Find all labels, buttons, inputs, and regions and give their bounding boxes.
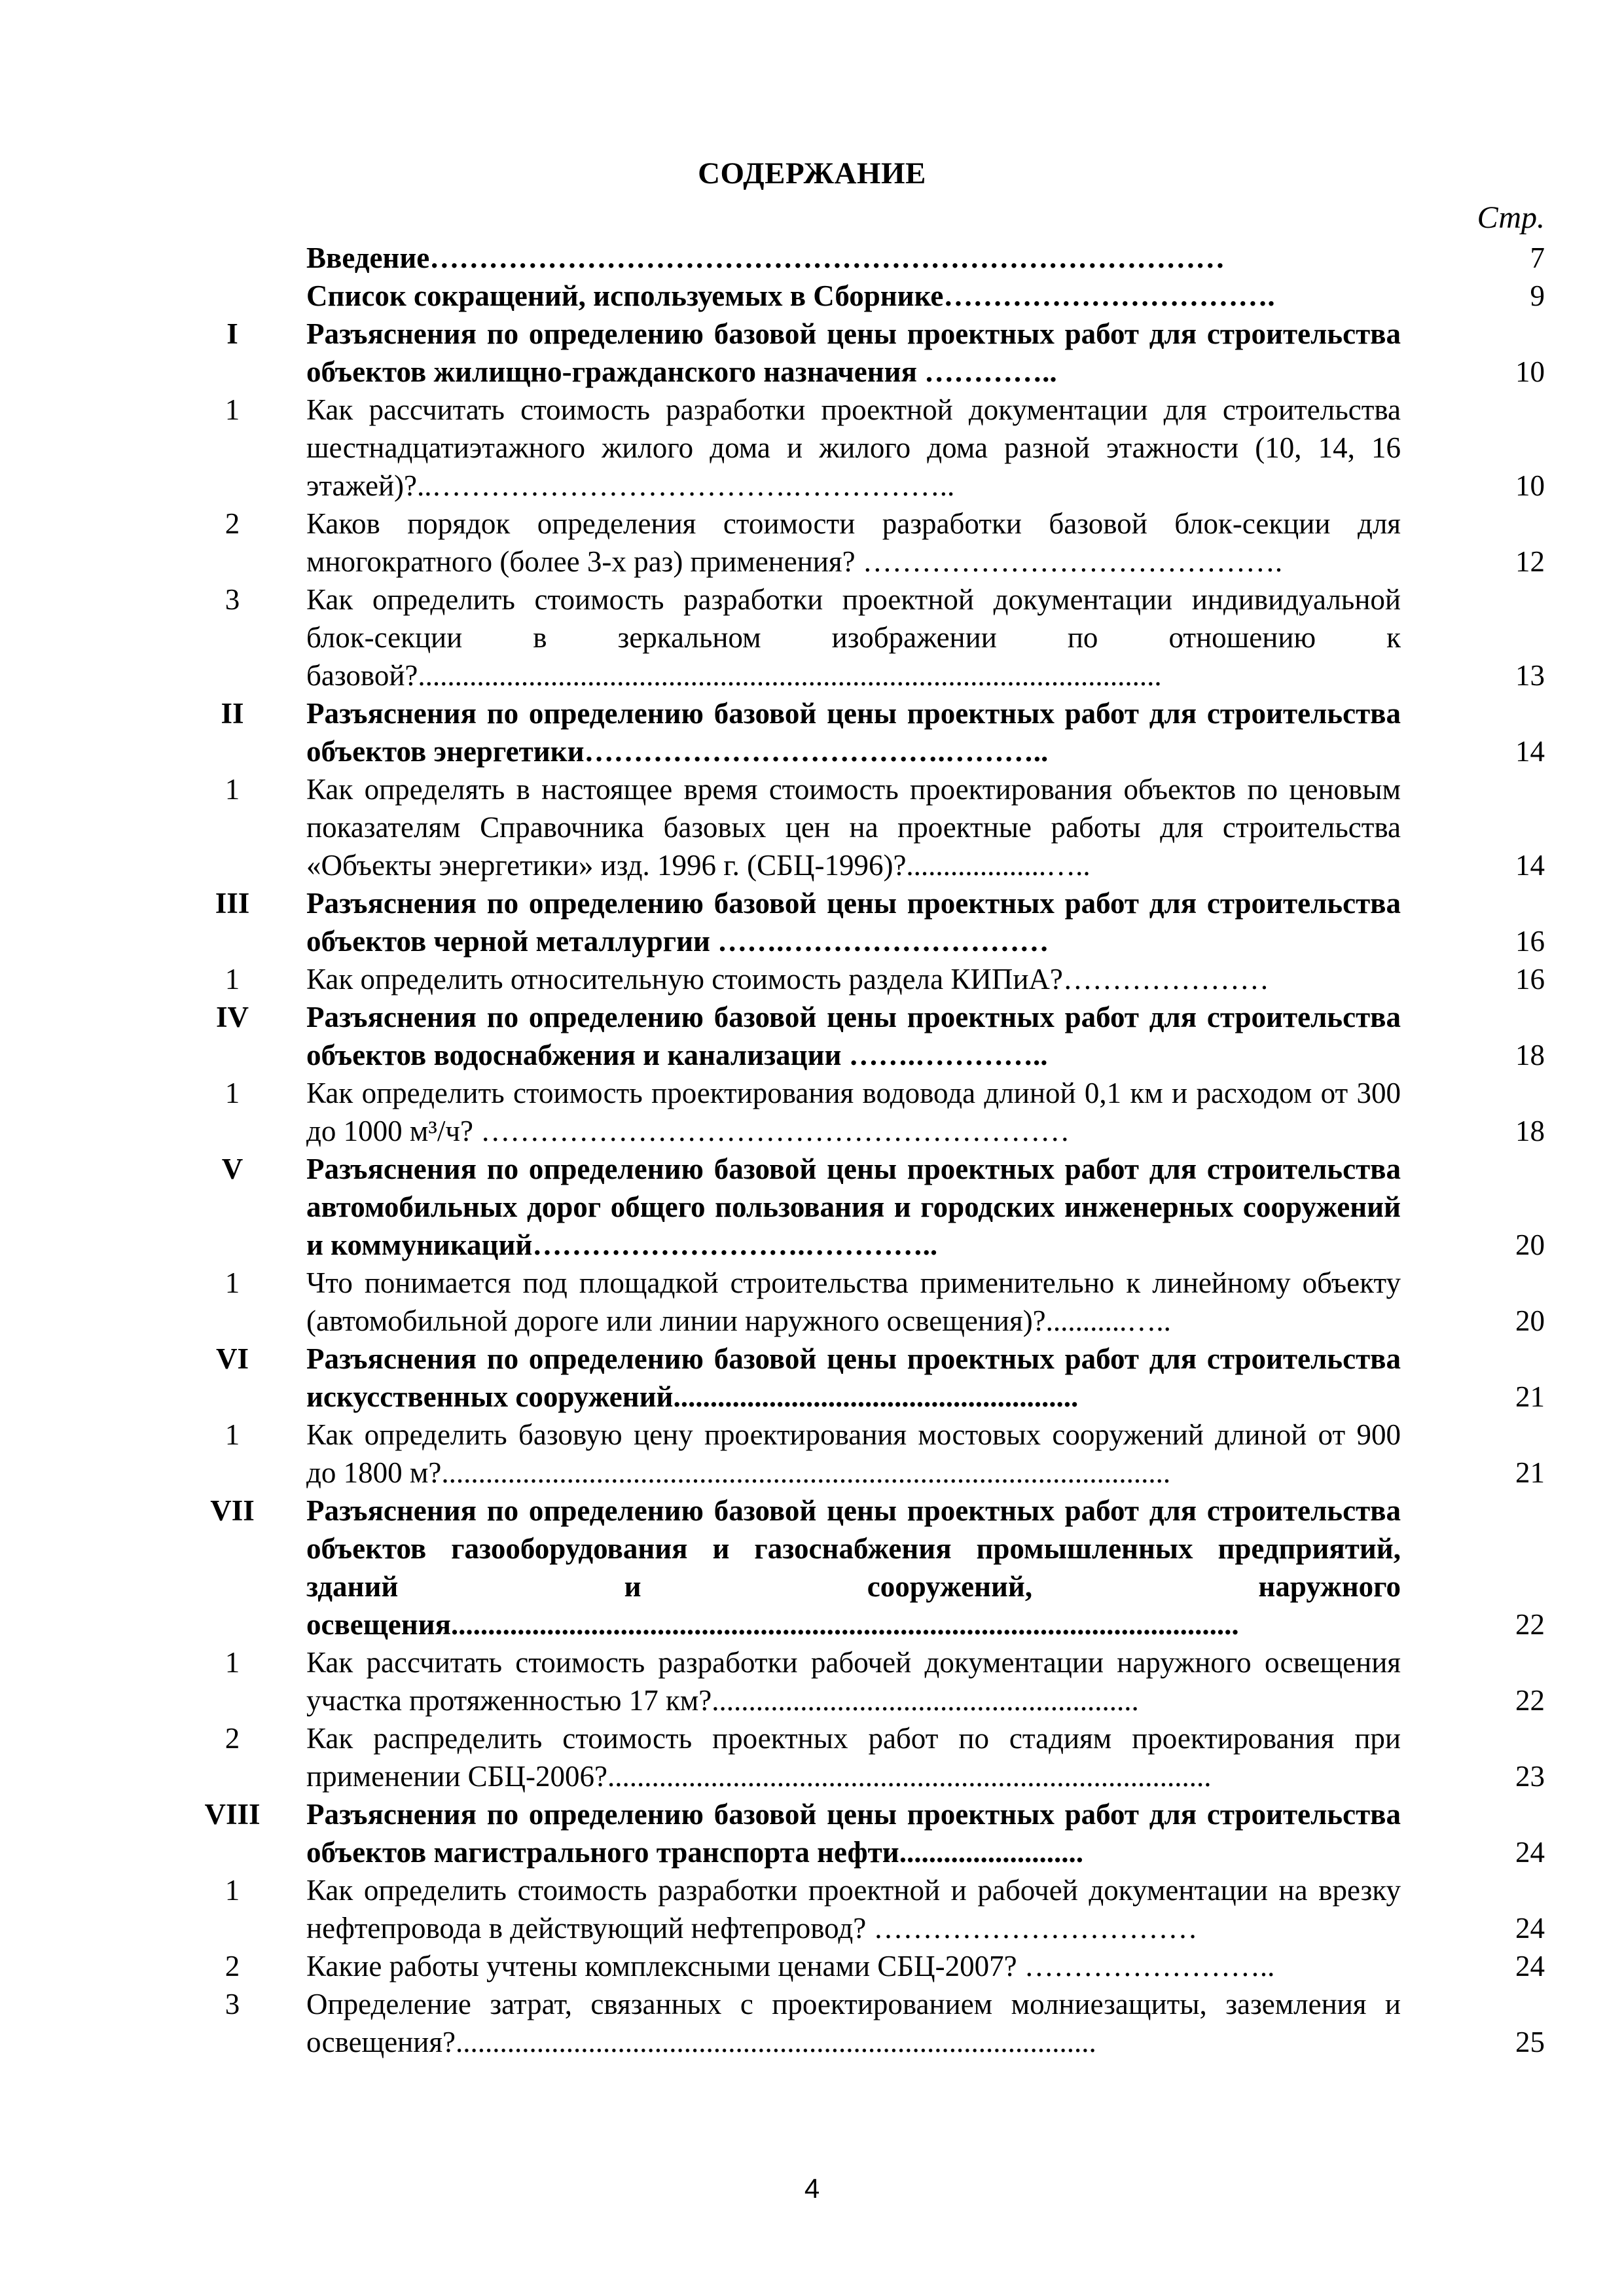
toc-entry-number: III bbox=[215, 887, 250, 920]
toc-entry-text: Как определить стоимость разработки проектной документации индивидуальной блок-секции в зеркальном изображении по отношению к базовой?..................................................................................................... bbox=[306, 583, 1401, 692]
toc-entry-number: 2 bbox=[225, 1722, 240, 1755]
toc-entry-number: 1 bbox=[225, 393, 240, 426]
toc-entry-number: 1 bbox=[225, 963, 240, 996]
toc-section-row[interactable] bbox=[190, 998, 1545, 1074]
toc-entry-number: 1 bbox=[225, 1874, 240, 1907]
toc-section-row[interactable] bbox=[190, 315, 1545, 391]
toc-entry-text: Как определять в настоящее время стоимость проектирования объектов по ценовым показателям Справочника базовых цен на проектные работы для строительства «Объекты энергетики» изд. 1996 г. (СБЦ-1996)?...................….. bbox=[306, 773, 1401, 882]
toc-entry-number: I bbox=[226, 317, 238, 350]
toc-entry-text: Разъяснения по определению базовой цены проектных работ для строительства объектов жилищно-гражданского назначения ………….. bbox=[306, 317, 1401, 388]
toc-item-row[interactable] bbox=[190, 1643, 1545, 1719]
toc-entry-text: Разъяснения по определению базовой цены проектных работ для строительства автомобильных дорог общего пользования и городских инженерных сооружений и коммуникаций……………………….………….. bbox=[306, 1153, 1401, 1261]
toc-entry-text: Как рассчитать стоимость разработки проектной документации для строительства шестнадцатиэтажного жилого дома и жилого дома разной этажности (10, 14, 16 этажей)?..……………………………….…………….. bbox=[306, 393, 1401, 502]
toc-entry-page: 12 bbox=[1515, 545, 1545, 578]
toc-entry-number: VII bbox=[210, 1494, 255, 1527]
toc-item-row[interactable] bbox=[190, 391, 1545, 505]
toc-entry-number: V bbox=[221, 1153, 244, 1185]
toc-entry-page: 21 bbox=[1515, 1456, 1545, 1489]
toc-entry-page: 7 bbox=[1530, 242, 1545, 274]
toc-section-row[interactable] bbox=[190, 1795, 1545, 1871]
toc-entry-text: Каков порядок определения стоимости разработки базовой блок-секции для многократного (более 3-х раз) применения? ……………………………………. bbox=[306, 507, 1401, 578]
toc-entry-page: 10 bbox=[1515, 469, 1545, 502]
toc-item-row[interactable] bbox=[190, 960, 1545, 998]
toc-entry-page: 10 bbox=[1515, 355, 1545, 388]
toc-entry-text: Разъяснения по определению базовой цены проектных работ для строительства объектов энергетики……………………………….……….. bbox=[306, 697, 1401, 768]
toc-item-row[interactable] bbox=[190, 1416, 1545, 1492]
page-column-label: Стр. bbox=[1477, 200, 1545, 235]
toc-entry-number: II bbox=[221, 697, 244, 730]
table-of-contents bbox=[190, 239, 1545, 2061]
toc-entry-number: 1 bbox=[225, 1077, 240, 1109]
toc-entry-number: 2 bbox=[225, 507, 240, 540]
toc-entry-page: 24 bbox=[1515, 1950, 1545, 1982]
toc-entry-text: Что понимается под площадкой строительства применительно к линейному объекту (автомобильной дороге или линии наружного освещения)?...........….. bbox=[306, 1266, 1401, 1337]
toc-entry-page: 21 bbox=[1515, 1380, 1545, 1413]
toc-entry-text: Какие работы учтены комплексными ценами СБЦ-2007? …………………….. bbox=[306, 1950, 1275, 1982]
toc-lead-row[interactable] bbox=[190, 239, 1545, 277]
toc-item-row[interactable] bbox=[190, 581, 1545, 694]
toc-entry-text: Как рассчитать стоимость разработки рабочей документации наружного освещения участка протяженностью 17 км?.......................................................... bbox=[306, 1646, 1401, 1717]
toc-entry-text: Разъяснения по определению базовой цены проектных работ для строительства объектов магистрального транспорта нефти......................... bbox=[306, 1798, 1401, 1869]
toc-entry-text: Как определить стоимость разработки проектной и рабочей документации на врезку нефтепровода в действующий нефтепровод? …………………………… bbox=[306, 1874, 1401, 1945]
toc-entry-number: 3 bbox=[225, 583, 240, 616]
toc-entry-page: 22 bbox=[1515, 1684, 1545, 1717]
toc-entry-number: 1 bbox=[225, 1646, 240, 1679]
toc-entry-number: 1 bbox=[225, 1266, 240, 1299]
toc-item-row[interactable] bbox=[190, 1947, 1545, 1985]
toc-entry-page: 25 bbox=[1515, 2026, 1545, 2058]
toc-entry-text: Как определить относительную стоимость раздела КИПиА?………………… bbox=[306, 963, 1269, 996]
toc-item-row[interactable] bbox=[190, 1871, 1545, 1947]
toc-entry-text: Разъяснения по определению базовой цены проектных работ для строительства объектов газооборудования и газоснабжения промышленных предприятий, зданий и сооружений, наружного освещения........................................................................................................... bbox=[306, 1494, 1401, 1641]
toc-entry-text: Как определить базовую цену проектирования мостовых сооружений длиной от 900 до 1800 м?................................................................................................... bbox=[306, 1418, 1401, 1489]
toc-item-row[interactable] bbox=[190, 1719, 1545, 1795]
footer-page-number: 4 bbox=[804, 2173, 820, 2204]
toc-entry-text: Разъяснения по определению базовой цены проектных работ для строительства объектов водоснабжения и канализации …….………….. bbox=[306, 1001, 1401, 1071]
toc-item-row[interactable] bbox=[190, 1985, 1545, 2061]
toc-entry-page: 24 bbox=[1515, 1836, 1545, 1869]
toc-entry-page: 20 bbox=[1515, 1229, 1545, 1261]
toc-entry-text: Определение затрат, связанных с проектированием молниезащиты, заземления и освещения?....................................................................................... bbox=[306, 1988, 1401, 2058]
toc-item-row[interactable] bbox=[190, 1074, 1545, 1150]
toc-entry-text: Как определить стоимость проектирования водовода длиной 0,1 км и расходом от 300 до 1000 м³/ч? …………………………………………………… bbox=[306, 1077, 1401, 1147]
toc-entry-page: 16 bbox=[1515, 963, 1545, 996]
toc-section-row[interactable] bbox=[190, 1150, 1545, 1264]
toc-item-row[interactable] bbox=[190, 505, 1545, 581]
toc-entry-page: 14 bbox=[1515, 849, 1545, 882]
toc-entry-page: 13 bbox=[1515, 659, 1545, 692]
toc-section-row[interactable] bbox=[190, 1492, 1545, 1643]
toc-entry-page: 24 bbox=[1515, 1912, 1545, 1945]
toc-entry-number: 2 bbox=[225, 1950, 240, 1982]
toc-entry-text: Список сокращений, используемых в Сборнике……………………………. bbox=[306, 279, 1275, 312]
toc-entry-page: 9 bbox=[1530, 279, 1545, 312]
toc-entry-page: 20 bbox=[1515, 1304, 1545, 1337]
page-title: СОДЕРЖАНИЕ bbox=[698, 156, 926, 190]
toc-entry-text: Введение……………………………………………………………………… bbox=[306, 242, 1225, 274]
toc-entry-page: 23 bbox=[1515, 1760, 1545, 1793]
toc-item-row[interactable] bbox=[190, 1264, 1545, 1340]
toc-entry-text: Как распределить стоимость проектных работ по стадиям проектирования при применении СБЦ-2006?.................................................................................. bbox=[306, 1722, 1401, 1793]
toc-lead-row[interactable] bbox=[190, 277, 1545, 315]
toc-entry-number: 1 bbox=[225, 1418, 240, 1451]
toc-entry-number: IV bbox=[215, 1001, 249, 1033]
toc-item-row[interactable] bbox=[190, 770, 1545, 884]
toc-entry-page: 18 bbox=[1515, 1115, 1545, 1147]
toc-entry-number: 1 bbox=[225, 773, 240, 806]
toc-section-row[interactable] bbox=[190, 694, 1545, 770]
toc-entry-text: Разъяснения по определению базовой цены проектных работ для строительства искусственных сооружений....................................................... bbox=[306, 1342, 1401, 1413]
toc-entry-page: 16 bbox=[1515, 925, 1545, 958]
toc-section-row[interactable] bbox=[190, 1340, 1545, 1416]
toc-entry-text: Разъяснения по определению базовой цены проектных работ для строительства объектов черной металлургии …….……………………… bbox=[306, 887, 1401, 958]
toc-section-row[interactable] bbox=[190, 884, 1545, 960]
toc-entry-number: VI bbox=[215, 1342, 249, 1375]
toc-entry-page: 18 bbox=[1515, 1039, 1545, 1071]
toc-entry-number: VIII bbox=[204, 1798, 261, 1831]
toc-entry-page: 22 bbox=[1515, 1608, 1545, 1641]
toc-entry-page: 14 bbox=[1515, 735, 1545, 768]
toc-entry-number: 3 bbox=[225, 1988, 240, 2020]
